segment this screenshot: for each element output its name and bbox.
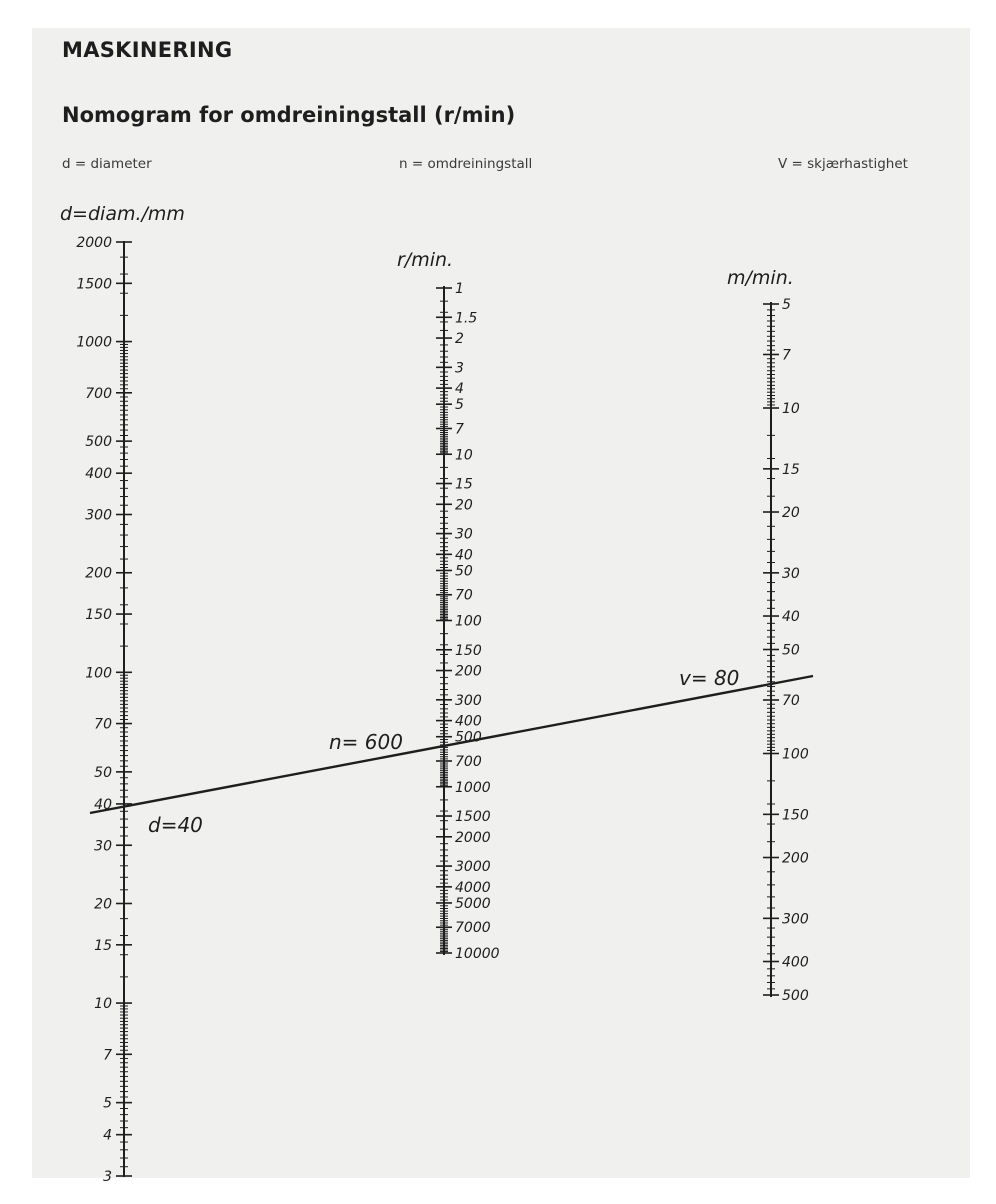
tick-label: 7000	[455, 920, 491, 937]
tick-label: 3000	[455, 859, 491, 876]
example-v-label: v= 80	[679, 666, 740, 690]
tick-label: 2	[455, 331, 464, 348]
tick-label: 150	[782, 807, 809, 824]
tick-label: 10	[94, 996, 112, 1013]
tick-label: 5	[782, 297, 791, 313]
tick-label: 10	[455, 447, 473, 464]
tick-label: 4	[455, 381, 464, 398]
example-n-label: n= 600	[329, 730, 403, 754]
tick-label: 150	[85, 607, 112, 624]
tick-label: 20	[782, 505, 800, 522]
rpm-scale	[397, 249, 500, 962]
diameter-scale	[60, 203, 185, 1185]
speed-major-ticks	[763, 297, 809, 1004]
tick-label: 3	[455, 360, 464, 377]
speed-scale	[727, 267, 809, 1004]
tick-label: 10	[782, 401, 800, 418]
tick-label: 10000	[455, 946, 500, 962]
tick-label: 30	[782, 565, 800, 582]
rpm-unit-label: r/min.	[397, 249, 454, 271]
tick-label: 40	[455, 547, 473, 564]
tick-label: 200	[85, 565, 112, 582]
legend-diameter: d = diameter	[62, 156, 152, 172]
rpm-major-ticks	[436, 281, 500, 962]
tick-label: 5000	[455, 895, 491, 912]
tick-label: 7	[103, 1047, 112, 1064]
tick-label: 15	[94, 937, 112, 954]
tick-label: 200	[782, 850, 809, 867]
tick-label: 4	[103, 1127, 112, 1144]
tick-label: 50	[782, 642, 800, 659]
tick-label: 100	[782, 746, 809, 763]
tick-label: 50	[455, 563, 473, 580]
tick-label: 40	[782, 609, 800, 626]
tick-label: 300	[85, 507, 112, 524]
tick-label: 500	[85, 434, 112, 451]
tick-label: 7	[782, 347, 791, 364]
tick-label: 4000	[455, 879, 491, 896]
diameter-unit-label: d=diam./mm	[60, 203, 185, 225]
tick-label: 15	[782, 461, 800, 478]
tick-label: 500	[782, 988, 809, 1004]
tick-label: 400	[455, 713, 482, 730]
tick-label: 20	[455, 497, 473, 514]
tick-label: 400	[85, 466, 112, 483]
tick-label: 30	[94, 838, 112, 855]
tick-label: 5	[103, 1095, 112, 1112]
tick-label: 1.5	[455, 310, 478, 327]
tick-label: 2000	[455, 829, 491, 846]
tick-label: 70	[782, 692, 800, 709]
speed-unit-label: m/min.	[727, 267, 794, 289]
legend-cutting-speed: V = skjærhastighet	[778, 156, 908, 172]
tick-label: 100	[85, 665, 112, 682]
tick-label: 1	[455, 281, 464, 297]
tick-label: 1000	[76, 334, 112, 351]
tick-label: 150	[455, 642, 482, 659]
tick-label: 15	[455, 476, 473, 493]
tick-label: 400	[782, 954, 809, 971]
tick-label: 3	[103, 1169, 112, 1185]
tick-label: 200	[455, 663, 482, 680]
example-isopleth-line	[90, 676, 813, 813]
tick-label: 70	[94, 716, 112, 733]
tick-label: 100	[455, 613, 482, 630]
example-d-label: d=40	[148, 813, 203, 837]
tick-label: 1500	[76, 276, 112, 293]
legend-rpm: n = omdreiningstall	[399, 156, 533, 172]
tick-label: 700	[455, 753, 482, 770]
tick-label: 700	[85, 385, 112, 402]
tick-label: 300	[782, 911, 809, 928]
tick-label: 500	[455, 729, 482, 746]
tick-label: 40	[94, 796, 112, 813]
tick-label: 1000	[455, 779, 491, 796]
tick-label: 2000	[76, 235, 112, 251]
tick-label: 30	[455, 526, 473, 543]
tick-label: 7	[455, 421, 464, 438]
tick-label: 1500	[455, 809, 491, 826]
tick-label: 300	[455, 692, 482, 709]
nomogram-title: Nomogram for omdreiningstall (r/min)	[62, 103, 516, 127]
tick-label: 70	[455, 587, 473, 604]
tick-label: 20	[94, 896, 112, 913]
tick-label: 5	[455, 397, 464, 414]
section-heading: MASKINERING	[62, 38, 233, 62]
tick-label: 50	[94, 764, 112, 781]
